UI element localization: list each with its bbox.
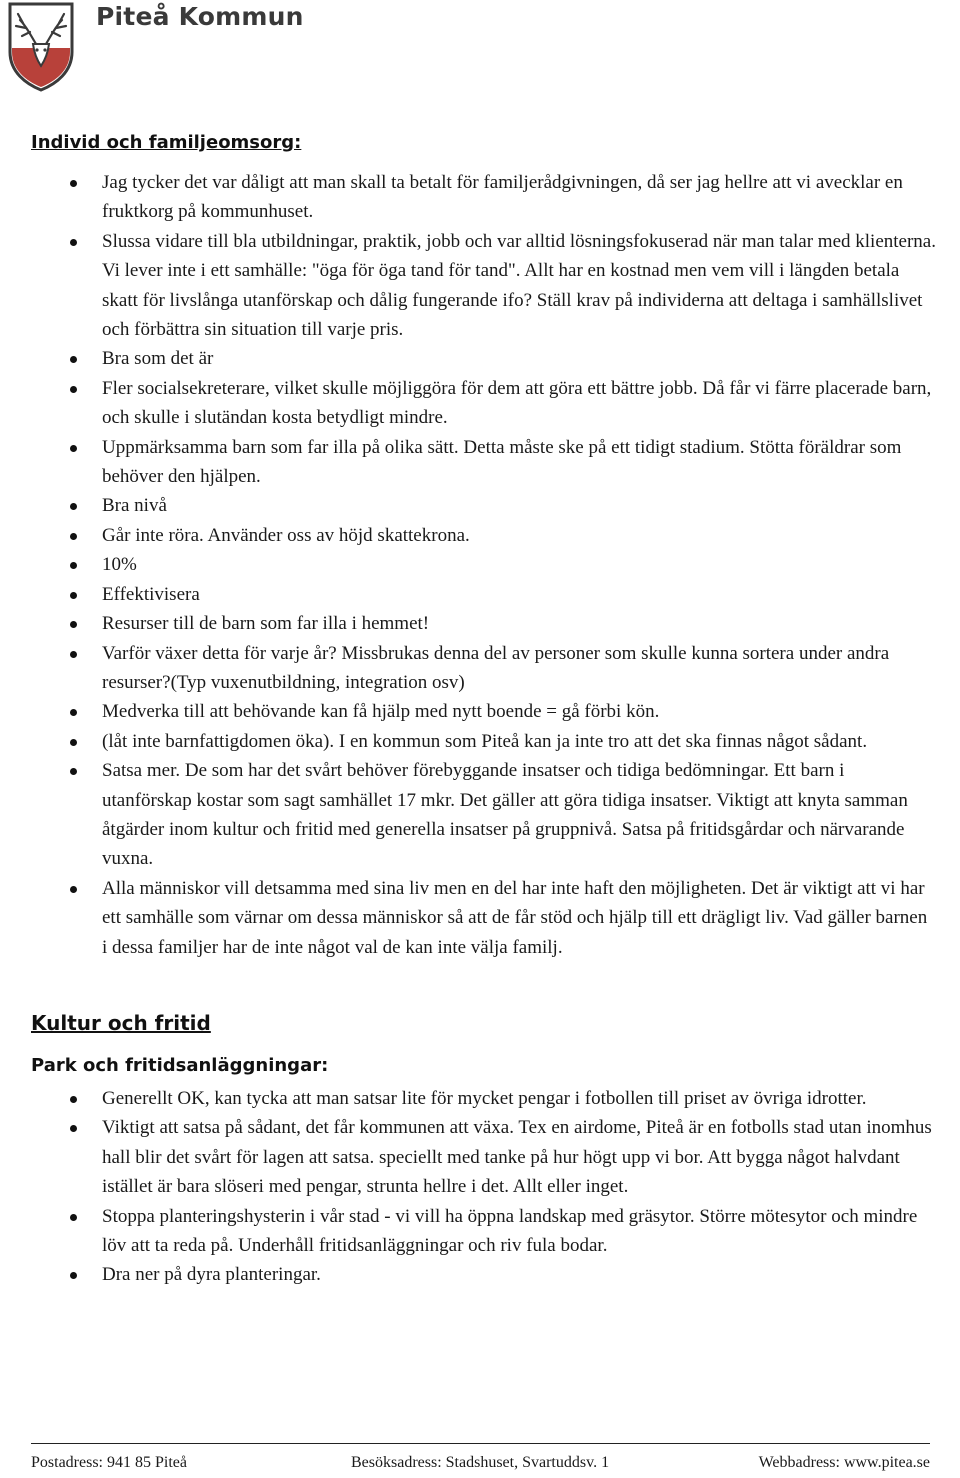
list-item: Resurser till de barn som far illa i hemmet!: [31, 609, 936, 638]
list-item: Viktigt att satsa på sådant, det får kommunen att växa. Tex en airdome, Piteå är en fotbolls stad utan inomhus hall blir det svårt för lagen att satsa. speciellt med tanke på hur högt upp vi bor. Att bygga något halvdant istället är bara slöseri med pengar, strunta hellre i det. Allt eller inget.: [31, 1113, 936, 1201]
subsection-heading-park: Park och fritidsanläggningar:: [31, 1054, 329, 1076]
ifo-list: [31, 168, 936, 962]
list-item: Satsa mer. De som har det svårt behöver förebyggande insatser och tidiga bedömningar. Ett barn i utanförskap kostar som sagt samhället 17 mkr. Det gäller att göra tidiga insatser. Viktigt att knyta samman åtgärder inom kultur och fritid med generella insatser på gruppnivå. Satsa på fritidsgårdar och närvarande vuxna.: [31, 756, 936, 874]
list-item: Går inte röra. Använder oss av höjd skattekrona.: [31, 521, 936, 550]
list-item: Uppmärksamma barn som far illa på olika sätt. Detta måste ske på ett tidigt stadium. Stötta föräldrar som behöver den hjälpen.: [31, 433, 936, 492]
list-item: Jag tycker det var dåligt att man skall ta betalt för familjerådgivningen, då ser jag hellre att vi avecklar en fruktkorg på kommunhuset.: [31, 168, 936, 227]
list-item: Slussa vidare till bla utbildningar, praktik, jobb och var alltid lösningsfokuserad när man talar med klienterna. Vi lever inte i ett samhälle: "öga för öga tand för tand". Allt har en kostnad men vem vill i längden betala skatt för livslånga utanförskap och dålig fungerande ifo? Ställ krav på individerna att deltaga i samhällslivet och förbättra sin situation till varje pris.: [31, 227, 936, 345]
list-item: Bra som det är: [31, 344, 936, 373]
section-heading-ifo: Individ och familjeomsorg:: [31, 132, 302, 153]
list-item: Dra ner på dyra planteringar.: [31, 1260, 936, 1289]
footer-postal-address: Postadress: 941 85 Piteå: [31, 1454, 187, 1471]
list-item: Fler socialsekreterare, vilket skulle möjliggöra för dem att göra ett bättre jobb. Då får vi färre placerade barn, och skulle i slutändan kosta betydligt mindre.: [31, 374, 936, 433]
footer-visiting-address: Besöksadress: Stadshuset, Svartuddsv. 1: [351, 1454, 610, 1471]
document-body: [31, 128, 936, 1290]
list-item: Alla människor vill detsamma med sina liv men en del har inte haft den möjligheten. Det är viktigt att vi har ett samhälle som värnar om dessa människor så att de får stöd och hjälp till ett drägligt liv. Vad gäller barnen i dessa familjer har de inte något val de kan inte välja familj.: [31, 874, 936, 962]
list-item: Medverka till att behövande kan få hjälp med nytt boende = gå förbi kön.: [31, 697, 936, 726]
coat-of-arms-logo: [6, 0, 76, 92]
kultur-list: [31, 1084, 936, 1290]
section-heading-kultur: Kultur och fritid: [31, 1010, 211, 1035]
footer-divider: [31, 1443, 930, 1444]
list-item: Bra nivå: [31, 491, 936, 520]
list-item: Effektivisera: [31, 580, 936, 609]
list-item: Varför växer detta för varje år? Missbrukas denna del av personer som skulle kunna sortera under andra resurser?(Typ vuxenutbildning, integration osv): [31, 639, 936, 698]
list-item: Generellt OK, kan tycka att man satsar lite för mycket pengar i fotbollen till priset av övriga idrotter.: [31, 1084, 936, 1113]
list-item: Stoppa planteringshysterin i vår stad - vi vill ha öppna landskap med gräsytor. Större mötesytor och mindre löv att ta reda på. Underhåll fritidsanläggningar och riv fula bodar.: [31, 1202, 936, 1261]
org-name: Piteå Kommun: [96, 2, 304, 31]
list-item: 10%: [31, 550, 936, 579]
list-item: (låt inte barnfattigdomen öka). I en kommun som Piteå kan ja inte tro att det ska finnas något sådant.: [31, 727, 936, 756]
page-header: [6, 0, 406, 96]
footer-web-address[interactable]: Webbadress: www.pitea.se: [758, 1454, 930, 1471]
